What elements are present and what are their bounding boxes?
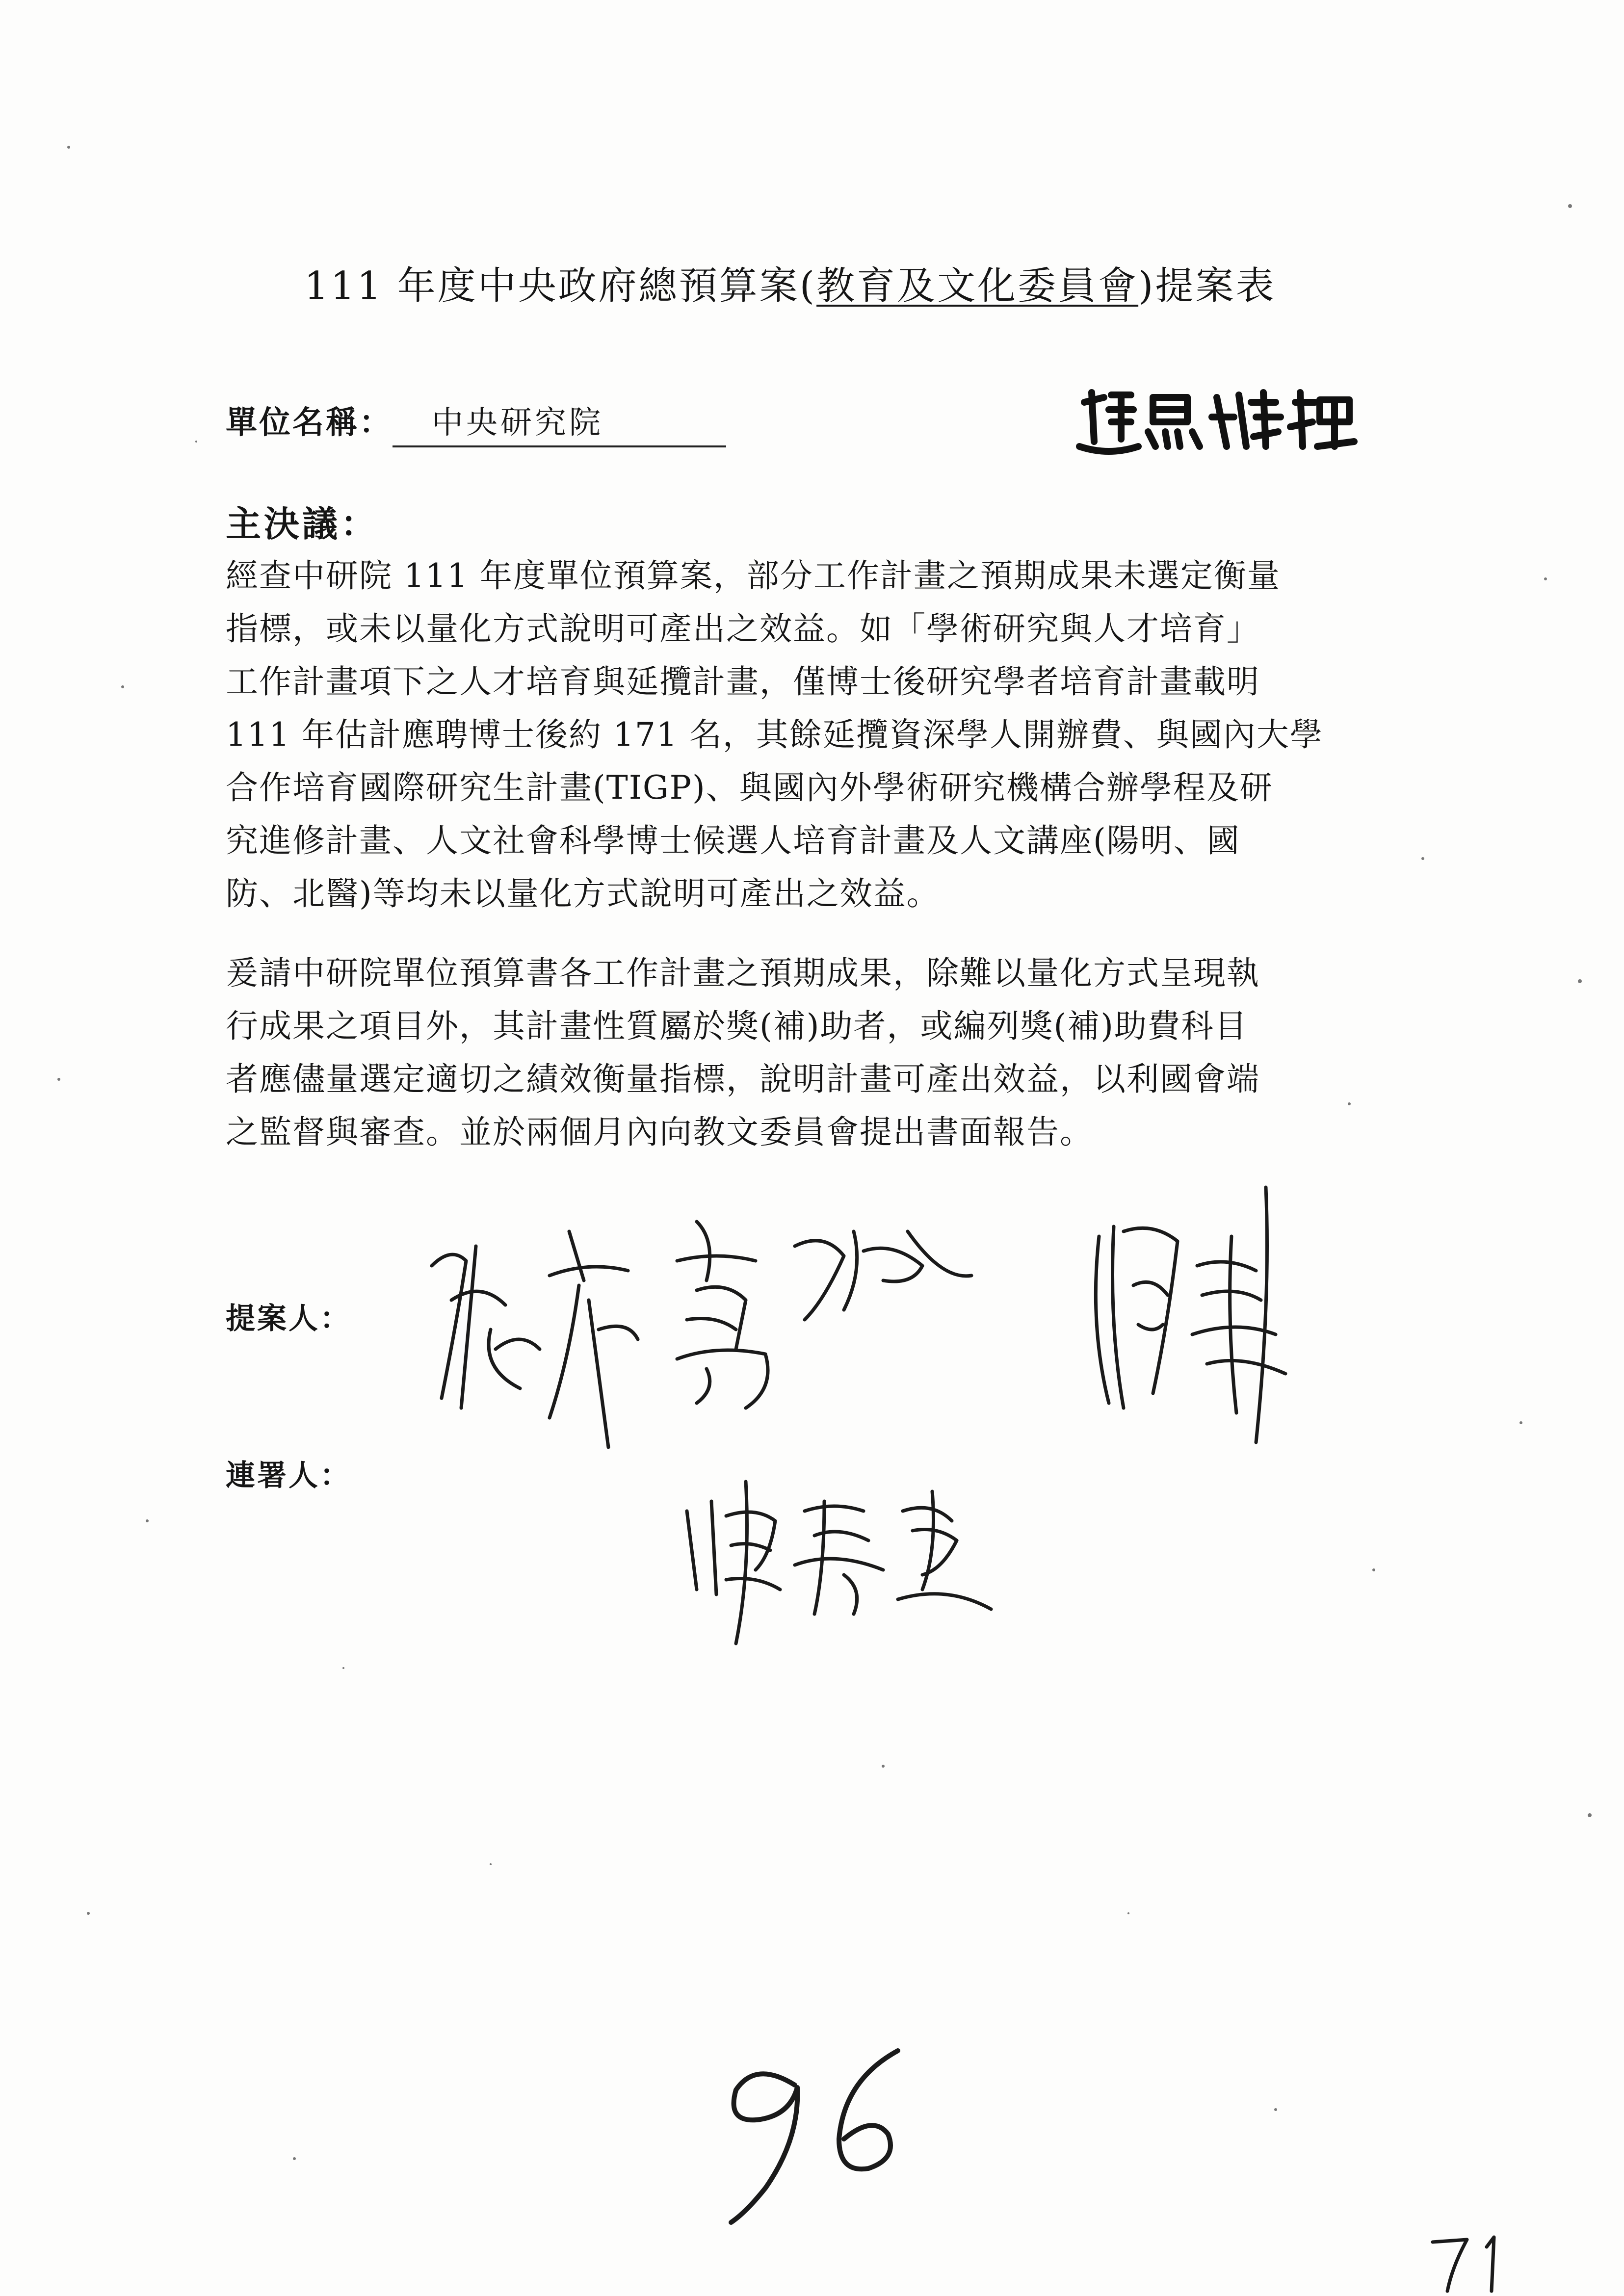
text-line: 工作計畫項下之人才培育與延攬計畫，僅博士後研究學者培育計畫載明 — [226, 663, 1260, 701]
text-line: 指標，或未以量化方式說明可產出之效益。如「學術研究與人才培育」 — [226, 610, 1260, 648]
cosigner-label: 連署人： — [226, 1459, 351, 1493]
text-line: 經查中研院 111 年度單位預算案，部分工作計畫之預期成果未選定衡量 — [226, 557, 1281, 595]
page-number-handwritten — [1423, 2227, 1521, 2296]
text-line: 防、北醫)等均未以量化方式說明可產出之效益。 — [226, 875, 940, 913]
proposer-signature-2 — [1079, 1177, 1335, 1452]
title-committee: 教育及文化委員會 — [816, 264, 1139, 308]
text-line: 之監督與審查。並於兩個月內向教文委員會提出書面報告。 — [226, 1113, 1093, 1151]
main-resolution-heading: 主決議： — [226, 503, 379, 545]
text-line: 者應儘量選定適切之績效衡量指標，說明計畫可產出效益，以利國會端 — [226, 1060, 1260, 1098]
text-line: 爰請中研院單位預算書各工作計畫之預期成果，除難以量化方式呈現執 — [226, 954, 1260, 992]
proposer-label: 提案人： — [226, 1302, 351, 1336]
proposer-signature-1 — [422, 1202, 1021, 1457]
unit-row — [226, 397, 726, 447]
text-line: 111 年估計應聘博士後約 171 名，其餘延攬資深學人開辦費、與國內大學 — [226, 716, 1323, 754]
handwritten-number — [707, 2041, 932, 2227]
unit-label: 單位名稱： — [226, 404, 393, 441]
cosigner-signature — [677, 1472, 1001, 1648]
approval-handwriting — [1070, 373, 1364, 471]
title-suffix: )提案表 — [1138, 264, 1276, 308]
resolution-paragraph-1 — [226, 549, 1433, 920]
text-line: 究進修計畫、人文社會科學博士候選人培育計畫及人文講座(陽明、國 — [226, 822, 1240, 860]
text-line: 合作培育國際研究生計畫(TIGP)、與國內外學術研究機構合辦學程及研 — [226, 769, 1273, 807]
unit-value: 中央研究院 — [393, 397, 726, 447]
title-prefix: 111 年度中央政府總預算案( — [304, 264, 817, 308]
resolution-paragraph-2 — [226, 947, 1433, 1159]
text-line: 行成果之項目外，其計畫性質屬於獎(補)助者，或編列獎(補)助費科目 — [226, 1007, 1248, 1045]
form-title — [304, 255, 1374, 310]
